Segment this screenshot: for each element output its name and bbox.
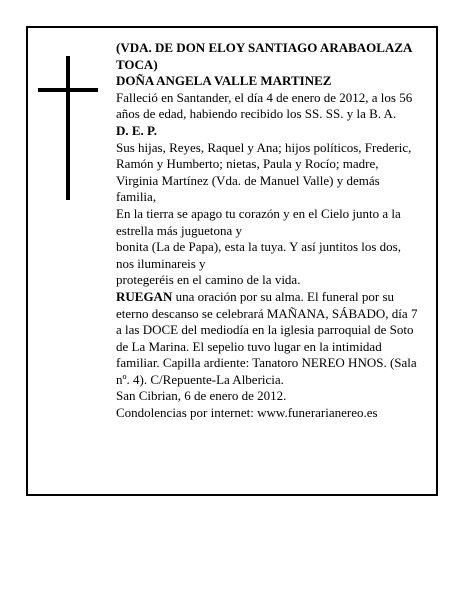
cross-horizontal-bar — [38, 88, 98, 92]
cross-icon — [38, 56, 98, 200]
family-list: Sus hijas, Reyes, Raquel y Ana; hijos políticos, Frederic, Ramón y Humberto; nietas, Paula y Rocío; madre, Virginia Martínez (Vda. de Manuel Valle) y demás familia, — [116, 139, 412, 205]
obituary-text — [116, 40, 422, 422]
condolences-line: Condolencias por internet: www.funerarianereo.es — [116, 405, 378, 421]
ruegan-paragraph — [116, 289, 422, 389]
poem-line-3: protegeréis en el camino de la vida. — [116, 272, 301, 288]
widow-line: (VDA. DE DON ELOY SANTIAGO ARABAOLAZA TOCA) — [116, 40, 412, 72]
deceased-name: DOÑA ANGELA VALLE MARTINEZ — [116, 73, 332, 89]
cross-vertical-bar — [66, 56, 70, 200]
place-date: San Cibrian, 6 de enero de 2012. — [116, 388, 287, 404]
ruegan-text: una oración por su alma. El funeral por su eterno descanso se celebrará MAÑANA, SÁBADO, día 7 a las DOCE del mediodía en la iglesia parroquial de Soto de La Marina. El sepelio tuvo lugar en la intimidad familiar. Capilla ardiente: Tanatoro NEREO HNOS. (Sala nº. 4). C/Repuente-La Albericia. — [116, 288, 418, 387]
death-info: Falleció en Santander, el día 4 de enero de 2012, a los 56 años de edad, habiendo recibido los SS. SS. y la B. A. — [116, 89, 413, 122]
poem-line-2: bonita (La de Papa), esta la tuya. Y así juntitos los dos, nos iluminareis y — [116, 239, 401, 271]
poem-line-1: En la tierra se apago tu corazón y en el Cielo junto a la estrella más juguetona y — [116, 205, 401, 238]
obituary-notice — [26, 26, 438, 496]
ruegan-label: RUEGAN — [116, 288, 173, 304]
dep-line: D. E. P. — [116, 122, 158, 138]
